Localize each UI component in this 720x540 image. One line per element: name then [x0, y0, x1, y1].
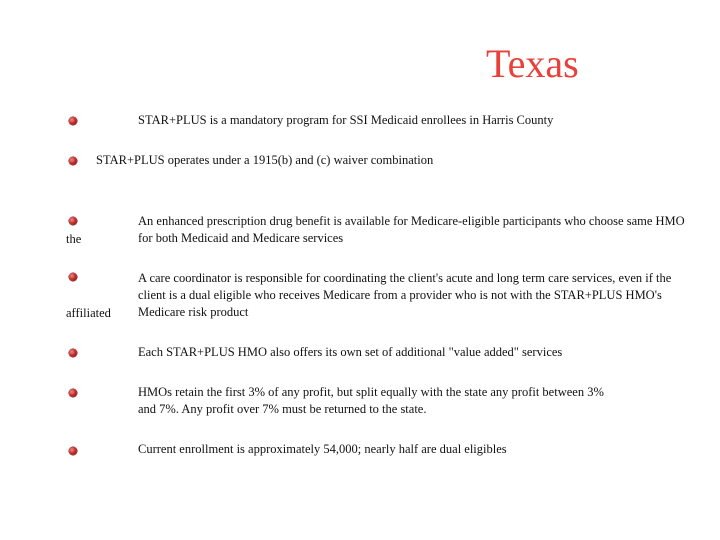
bullet-icon: [69, 389, 77, 397]
bullet-icon: [69, 217, 77, 225]
bullet-text-7: Current enrollment is approximately 54,000; nearly half are dual eligibles: [138, 442, 507, 456]
bullet-prefix-3: the: [66, 232, 82, 246]
bullet-prefix-4: affiliated: [66, 306, 111, 320]
bullet-icon: [69, 349, 77, 357]
bullet-text-2: STAR+PLUS operates under a 1915(b) and (c) waiver combination: [96, 153, 434, 167]
bullet-icon: [69, 447, 77, 455]
bullet-text-4: A care coordinator is responsible for coordinating the client's acute and long term care services, even if the client is a dual eligible who receives Medicare from a provider who is not with the STAR+PLUS HMO's Medicare risk product: [138, 271, 672, 319]
bullet-text-1: STAR+PLUS is a mandatory program for SSI Medicaid enrollees in Harris County: [138, 113, 554, 127]
bullet-text-3: An enhanced prescription drug benefit is available for Medicare-eligible participants who choose same HMO for both Medicaid and Medicare services: [138, 214, 685, 245]
bullet-icon: [69, 157, 77, 165]
bullet-text-5: Each STAR+PLUS HMO also offers its own set of additional "value added" services: [138, 345, 563, 359]
slide-title: Texas: [486, 41, 579, 86]
bullet-text-6: HMOs retain the first 3% of any profit, but split equally with the state any profit between 3% and 7%. Any profit over 7% must be returned to the state.: [138, 385, 604, 416]
bullet-icon: [69, 117, 77, 125]
bullet-icon: [69, 273, 77, 281]
